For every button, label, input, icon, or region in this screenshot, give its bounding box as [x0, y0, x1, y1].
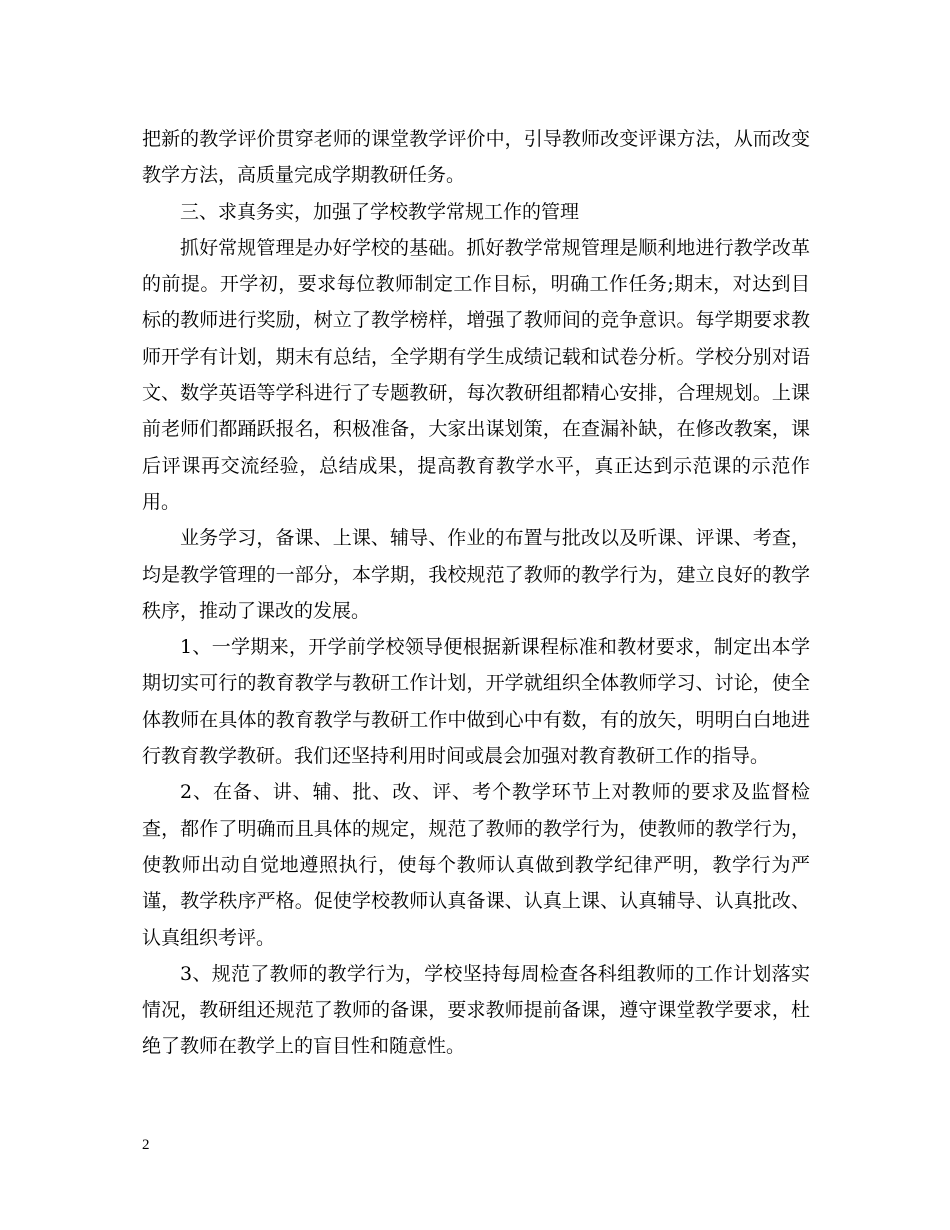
paragraph-routine-management: 抓好常规管理是办好学校的基础。抓好教学常规管理是顺利地进行教学改革的前提。开学初，要求每位教师制定工作目标，明确工作任务;期末，对达到目标的教师进行奖励，树立了教学榜样，增强了教师间的竞争意识。每学期要求教师开学有计划，期末有总结，全学期有学生成绩记载和试卷分析。学校分别对语文、数学英语等学科进行了专题教研，每次教研组都精心安排，合理规划。上课前老师们都踊跃报名，积极准备，大家出谋划策，在查漏补缺，在修改教案，课后评课再交流经验，总结成果，提高教育教学水平，真正达到示范课的示范作用。	[142, 236, 810, 513]
paragraph-business-study: 业务学习，备课、上课、辅导、作业的布置与批改以及听课、评课、考查，均是教学管理的一部分，本学期，我校规范了教师的教学行为，建立良好的教学秩序，推动了课改的发展。	[142, 527, 810, 622]
document-body	[142, 121, 810, 1065]
list-item-1: 1、一学期来，开学前学校领导便根据新课程标准和教材要求，制定出本学期切实可行的教育教学与教研工作计划，开学就组织全体教师学习、讨论，使全体教师在具体的教育教学与教研工作中做到心中有数，有的放矢，明明白白地进行教育教学教研。我们还坚持利用时间或晨会加强对教育教研工作的指导。	[142, 636, 810, 768]
list-item-3: 3、规范了教师的教学行为，学校坚持每周检查各科组教师的工作计划落实情况，教研组还规范了教师的备课，要求教师提前备课，遵守课堂教学要求，杜绝了教师在教学上的盲目性和随意性。	[142, 962, 810, 1058]
list-item-2: 2、在备、讲、辅、批、改、评、考个教学环节上对教师的要求及监督检查，都作了明确而且具体的规定，规范了教师的教学行为，使教师的教学行为，使教师出动自觉地遵照执行，使每个教师认真做到教学纪律严明，教学行为严谨，教学秩序严格。促使学校教师认真备课、认真上课、认真辅导、认真批改、认真组织考评。	[142, 781, 810, 949]
paragraph-1: 把新的教学评价贯穿老师的课堂教学评价中，引导教师改变评课方法，从而改变教学方法，高质量完成学期教研任务。	[142, 128, 810, 187]
page-number: 2	[142, 1137, 150, 1153]
section-heading-3: 三、求真务实，加强了学校教学常规工作的管理	[180, 200, 580, 223]
